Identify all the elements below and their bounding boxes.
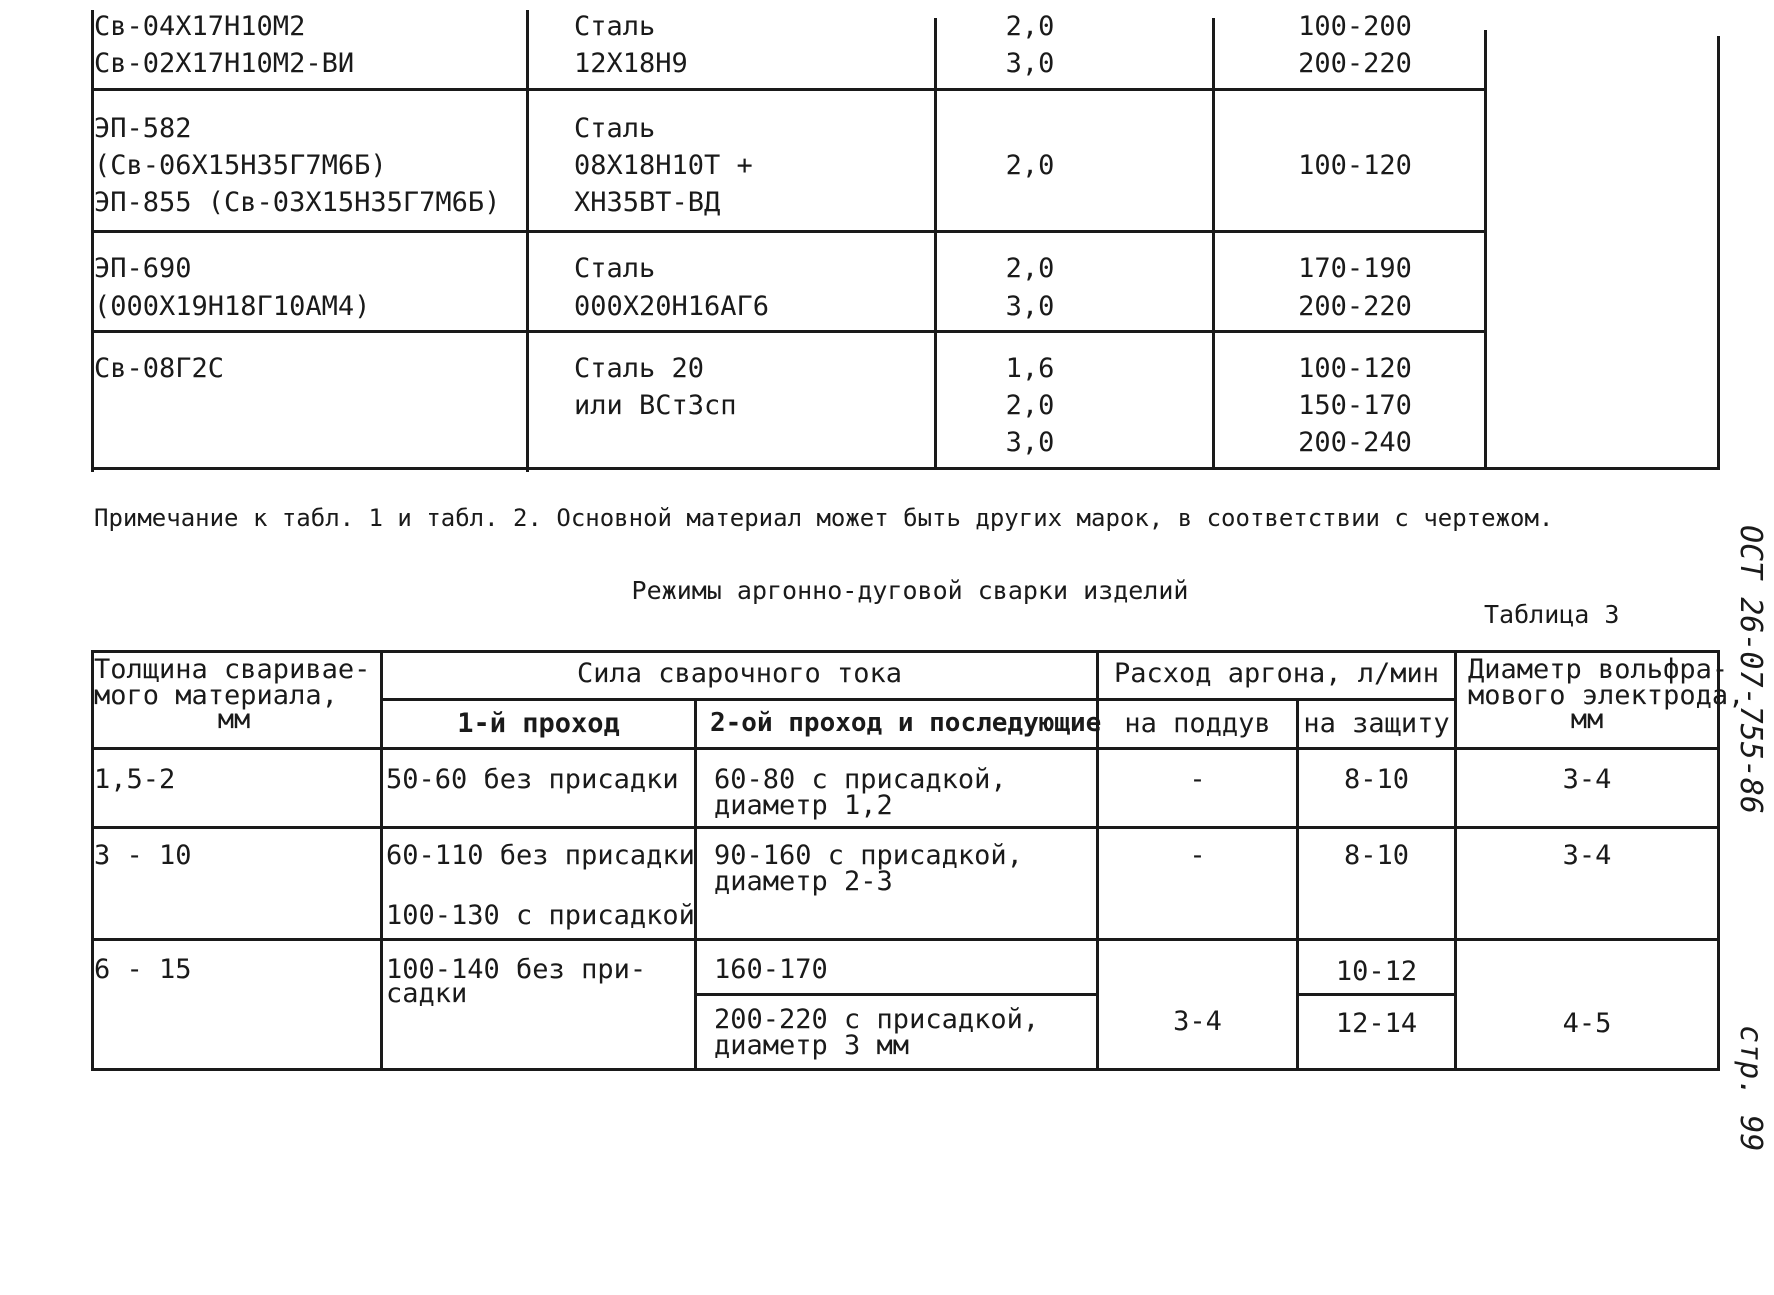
header-thickness: мого материала,	[94, 680, 338, 711]
welding-current: 100-200	[1298, 11, 1412, 42]
wire-diameter: 2,0	[1005, 11, 1055, 42]
header-argon-group: Расход аргона, л/мин	[1113, 658, 1440, 689]
base-material: ХН35ВТ-ВД	[574, 187, 721, 218]
cell-pass2: диаметр 3 мм	[714, 1030, 910, 1061]
cell-argon-protect: 8-10	[1343, 764, 1410, 795]
welding-current: 170-190	[1298, 253, 1412, 284]
cell-thickness: 6 - 15	[94, 954, 192, 985]
cell-argon-blow: -	[1189, 764, 1206, 795]
wire-grade: Св-04Х17Н10М2	[94, 11, 306, 42]
wire-grade: (Св-06Х15Н35Г7М6Б)	[94, 150, 387, 181]
wire-diameter: 1,6	[1005, 353, 1055, 384]
header-electrode-unit: мм	[1570, 704, 1604, 735]
cell-argon-protect: 8-10	[1343, 840, 1410, 871]
section-title: Режимы аргонно-дуговой сварки изделий	[631, 576, 1189, 605]
welding-current: 100-120	[1298, 353, 1412, 384]
header-current-group: Сила сварочного тока	[576, 658, 903, 689]
header-thickness: Толщина сваривае-	[94, 654, 371, 685]
wire-grade: (000Х19Н18Г10АМ4)	[94, 291, 371, 322]
header-pass2: 2-ой проход и последующие	[710, 708, 1102, 738]
base-material: Сталь	[574, 113, 656, 144]
table-note: Примечание к табл. 1 и табл. 2. Основной материал может быть других марок, в соответствии с чертежом.	[94, 504, 1554, 532]
base-material: Сталь	[574, 11, 656, 42]
cell-electrode: 4-5	[1562, 1008, 1612, 1039]
header-argon-blow: на поддув	[1124, 708, 1271, 739]
wire-grade: Св-02Х17Н10М2-ВИ	[94, 48, 355, 79]
wire-diameter: 3,0	[1005, 291, 1055, 322]
header-argon-protect: на защиту	[1303, 708, 1450, 739]
cell-thickness: 1,5-2	[94, 764, 176, 795]
wire-grade: ЭП-690	[94, 253, 192, 284]
document-code: ОСТ 26-07-755-86	[1733, 525, 1768, 814]
base-material: или ВСт3сп	[574, 390, 737, 421]
welding-current: 200-220	[1298, 291, 1412, 322]
table2-continuation	[0, 0, 1774, 480]
base-material: 000Х20Н16АГ6	[574, 291, 770, 322]
wire-diameter: 2,0	[1005, 390, 1055, 421]
cell-pass1: 100-140 без при-	[386, 954, 647, 985]
cell-pass2: 90-160 с присадкой,	[714, 840, 1023, 871]
cell-pass2: 200-220 с присадкой,	[714, 1004, 1040, 1035]
base-material: 12Х18Н9	[574, 48, 688, 79]
wire-diameter: 2,0	[1005, 253, 1055, 284]
wire-diameter: 2,0	[1005, 150, 1055, 181]
cell-pass2: 160-170	[714, 954, 828, 985]
welding-current: 200-240	[1298, 427, 1412, 458]
cell-argon-blow: 3-4	[1173, 1006, 1222, 1037]
cell-pass1: садки	[386, 978, 468, 1009]
base-material: Сталь	[574, 253, 656, 284]
wire-grade: ЭП-855 (Св-03Х15Н35Г7М6Б)	[94, 187, 501, 218]
wire-diameter: 3,0	[1005, 48, 1055, 79]
cell-pass2: диаметр 2-3	[714, 866, 893, 897]
cell-argon-blow: -	[1189, 840, 1206, 871]
header-electrode: Диаметр вольфра-	[1468, 654, 1729, 685]
cell-pass1: 50-60 без присадки	[386, 764, 679, 795]
welding-current: 150-170	[1298, 390, 1412, 421]
cell-pass2: диаметр 1,2	[714, 790, 893, 821]
cell-electrode: 3-4	[1562, 764, 1612, 795]
base-material: Сталь 20	[574, 353, 705, 384]
cell-pass1: 100-130 с присадкой	[386, 900, 695, 931]
cell-argon-protect: 10-12	[1335, 956, 1418, 987]
table3	[0, 640, 1774, 1080]
page-number: стр. 99	[1733, 1025, 1768, 1152]
cell-argon-protect: 12-14	[1335, 1008, 1418, 1039]
header-electrode: мового электрода,	[1468, 680, 1745, 711]
table-label: Таблица 3	[1484, 600, 1620, 629]
wire-grade: ЭП-582	[94, 113, 192, 144]
cell-electrode: 3-4	[1562, 840, 1612, 871]
header-pass1: 1-й проход	[457, 708, 620, 739]
base-material: 08Х18Н10Т +	[574, 150, 753, 181]
cell-pass1: 60-110 без присадки	[386, 840, 695, 871]
welding-current: 200-220	[1298, 48, 1412, 79]
header-thickness-unit: мм	[217, 704, 251, 735]
welding-current: 100-120	[1298, 150, 1412, 181]
cell-pass2: 60-80 с присадкой,	[714, 764, 1007, 795]
wire-grade: Св-08Г2С	[94, 353, 225, 384]
cell-thickness: 3 - 10	[94, 840, 192, 871]
wire-diameter: 3,0	[1005, 427, 1055, 458]
